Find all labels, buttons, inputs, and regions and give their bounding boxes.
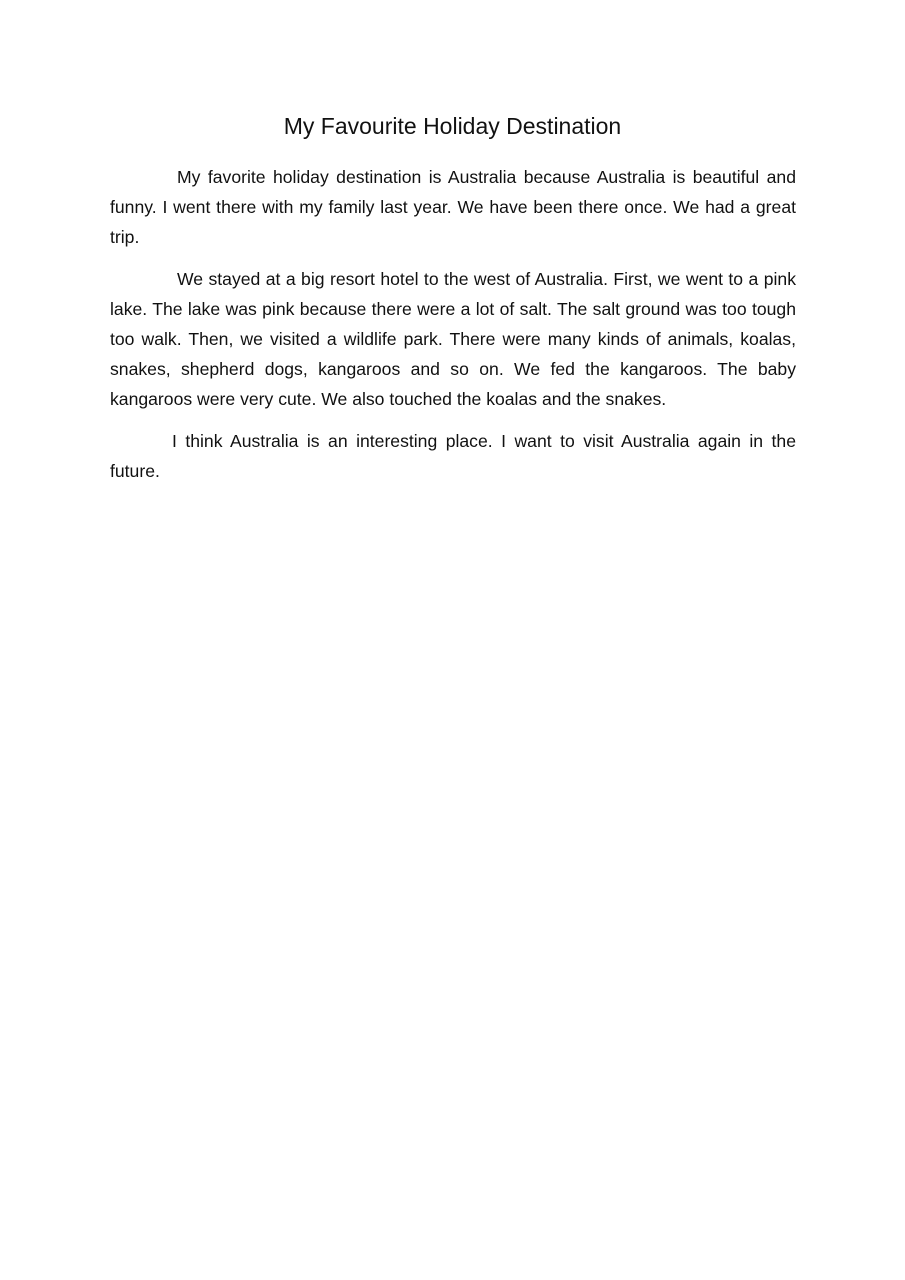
document-body <box>110 162 796 498</box>
paragraph-conclusion: I think Australia is an interesting place. I want to visit Australia again in the future. <box>110 431 796 481</box>
paragraph-trip-details: We stayed at a big resort hotel to the west of Australia. First, we went to a pink lake. The lake was pink because there were a lot of salt. The salt ground was too tough too walk. Then, we visited a wildlife park. There were many kinds of animals, koalas, snakes, shepherd dogs, kangaroos and so on. We fed the kangaroos. The baby kangaroos were very cute. We also touched the koalas and the snakes. <box>110 269 796 409</box>
paragraph-intro: My favorite holiday destination is Australia because Australia is beautiful and funny. I went there with my family last year. We have been there once. We had a great trip. <box>110 167 796 247</box>
document-title: My Favourite Holiday Destination <box>283 113 622 139</box>
